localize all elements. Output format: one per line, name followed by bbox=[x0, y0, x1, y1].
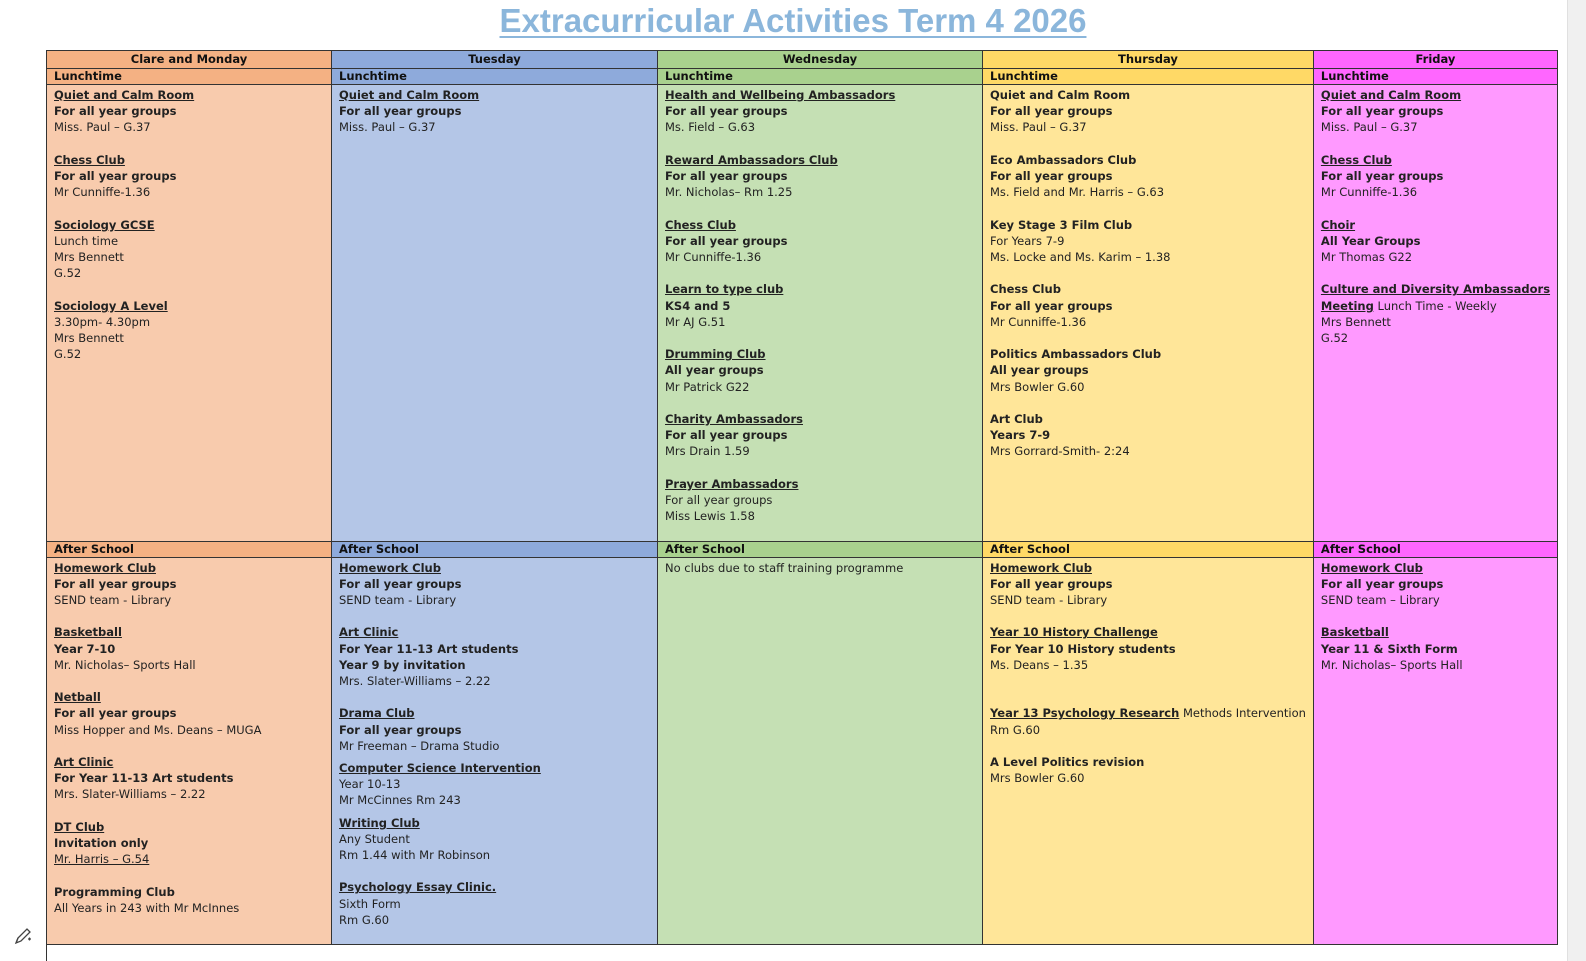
activity-name: Year 13 Psychology Research Methods Intervention bbox=[990, 706, 1306, 721]
activity-name: Basketball bbox=[54, 625, 122, 640]
activity-entry bbox=[1321, 624, 1550, 673]
activity-detail: Mr Cunniffe-1.36 bbox=[54, 185, 151, 200]
vertical-scrollbar[interactable] bbox=[1567, 0, 1586, 961]
activity-entry bbox=[54, 152, 324, 201]
activity-name: Computer Science Intervention bbox=[339, 760, 541, 775]
activity-entry bbox=[339, 705, 650, 754]
activity-detail: For all year groups bbox=[1320, 104, 1444, 119]
activity-detail: G.52 bbox=[54, 347, 82, 362]
activity-detail: Mr McCinnes Rm 243 bbox=[339, 793, 461, 808]
activity-detail: G.52 bbox=[54, 266, 82, 281]
activity-entry bbox=[665, 411, 975, 460]
activity-detail: For all year groups bbox=[665, 104, 788, 119]
activity-entry bbox=[339, 815, 650, 864]
activity-detail: For all year groups bbox=[665, 492, 773, 507]
activity-entry bbox=[990, 87, 1306, 136]
activity-detail: Miss. Paul – G.37 bbox=[339, 120, 436, 135]
activity-detail: Mr. Nicholas– Sports Hall bbox=[54, 657, 196, 672]
activity-detail: Mrs Bowler G.60 bbox=[990, 771, 1085, 786]
activity-detail: For all year groups bbox=[990, 169, 1113, 183]
activity-entry bbox=[54, 624, 324, 673]
activity-entry bbox=[339, 624, 650, 689]
activity-entry bbox=[990, 217, 1306, 266]
section-label-after-school: After School bbox=[1313, 541, 1557, 557]
activity-name: Homework Club bbox=[990, 560, 1092, 575]
activity-entry bbox=[990, 411, 1306, 460]
activity-name: No clubs due to staff training programme bbox=[665, 560, 904, 575]
activity-detail: SEND team - Library bbox=[990, 592, 1108, 607]
activity-detail: Mrs Bennett bbox=[1320, 314, 1391, 329]
activity-detail: For all year groups bbox=[990, 104, 1113, 119]
day-header-wednesday: Wednesday bbox=[658, 51, 983, 69]
activity-detail: For all year groups bbox=[54, 576, 177, 591]
after-cell-monday bbox=[47, 558, 331, 916]
lunch-cell-thursday bbox=[983, 85, 1313, 460]
activity-detail: Mr Freeman – Drama Studio bbox=[339, 738, 500, 753]
section-label-after-school: After School bbox=[983, 541, 1314, 557]
day-header-thursday: Thursday bbox=[983, 51, 1314, 69]
activity-name: Programming Club bbox=[54, 884, 175, 899]
activity-entry bbox=[665, 560, 975, 576]
activity-detail: For all year groups bbox=[990, 298, 1113, 313]
day-header-tuesday: Tuesday bbox=[332, 51, 658, 69]
activity-entry bbox=[665, 476, 975, 525]
activity-detail: For all year groups bbox=[990, 576, 1113, 591]
activity-name: Sociology A Level bbox=[54, 298, 168, 313]
activity-detail: Mr Cunniffe-1.36 bbox=[990, 314, 1087, 329]
activity-detail: Years 7-9 bbox=[990, 428, 1051, 443]
activity-detail: G.52 bbox=[1320, 331, 1349, 345]
activity-detail: Rm G.60 bbox=[990, 722, 1041, 737]
activity-name: Homework Club bbox=[1320, 560, 1423, 575]
activity-detail: Mr Patrick G22 bbox=[665, 379, 750, 394]
section-label-after-school: After School bbox=[332, 541, 658, 557]
activity-detail: KS4 and 5 bbox=[665, 298, 731, 313]
activity-detail: Mrs Bowler G.60 bbox=[990, 379, 1085, 394]
activity-name: Writing Club bbox=[339, 815, 420, 830]
activity-name: Drama Club bbox=[339, 706, 415, 721]
activity-entry bbox=[665, 87, 975, 136]
activity-name: Culture and Diversity Ambassadors bbox=[1320, 282, 1551, 297]
activity-entry bbox=[1321, 152, 1550, 201]
activity-detail: Mr Thomas G22 bbox=[1320, 250, 1413, 264]
activity-name: Homework Club bbox=[339, 560, 441, 575]
lunchtime-row bbox=[47, 85, 1558, 542]
section-label-after-school: After School bbox=[658, 541, 983, 557]
activity-entry bbox=[54, 298, 324, 363]
activity-detail: Meeting Lunch Time - Weekly bbox=[1320, 298, 1497, 313]
activity-detail: Mr Cunniffe-1.36 bbox=[1320, 185, 1418, 200]
activity-name: Netball bbox=[54, 690, 101, 705]
day-header-monday: Clare and Monday bbox=[47, 51, 332, 69]
activity-detail: Mrs Gorrard-Smith- 2:24 bbox=[990, 444, 1130, 459]
activity-detail: For all year groups bbox=[54, 706, 177, 721]
activity-entry bbox=[339, 560, 650, 609]
activity-detail: For Years 7-9 bbox=[990, 233, 1065, 248]
activity-detail: SEND team – Library bbox=[1320, 592, 1440, 607]
activity-name: Chess Club bbox=[990, 282, 1061, 297]
activity-entry bbox=[339, 879, 650, 928]
activity-detail: Sixth Form bbox=[339, 896, 401, 911]
activity-detail: Any Student bbox=[339, 831, 410, 846]
activity-entry bbox=[54, 217, 324, 282]
activity-name: Learn to type club bbox=[665, 282, 784, 297]
activity-entry bbox=[54, 689, 324, 738]
after-cell-thursday bbox=[983, 558, 1313, 787]
activity-detail: Mrs. Slater-Williams – 2.22 bbox=[54, 787, 206, 802]
activity-detail: Miss. Paul – G.37 bbox=[54, 120, 151, 135]
activity-entry bbox=[1321, 217, 1550, 266]
activity-detail: Year 10-13 bbox=[339, 777, 401, 792]
activity-entry bbox=[1321, 281, 1550, 346]
activity-detail: All Year Groups bbox=[1320, 233, 1421, 248]
after-school-row bbox=[47, 557, 1558, 945]
lunch-cell-monday bbox=[47, 85, 331, 362]
activity-entry bbox=[1321, 87, 1550, 136]
activity-entry bbox=[339, 760, 650, 809]
activity-entry bbox=[54, 819, 324, 868]
activity-detail: SEND team - Library bbox=[54, 592, 172, 607]
activity-detail: Lunch time bbox=[54, 233, 119, 248]
activity-name: Basketball bbox=[1320, 625, 1389, 640]
activity-name: Art Club bbox=[990, 411, 1043, 426]
activity-entry bbox=[54, 754, 324, 803]
activity-detail: All Years in 243 with Mr McInnes bbox=[54, 900, 240, 915]
activity-name: Art Clinic bbox=[54, 754, 114, 769]
activity-entry bbox=[54, 884, 324, 916]
activity-detail: For all year groups bbox=[339, 104, 462, 119]
activity-name: Health and Wellbeing Ambassadors bbox=[665, 88, 896, 102]
activity-name: Year 10 History Challenge bbox=[990, 625, 1158, 640]
activity-name: Chess Club bbox=[54, 152, 125, 167]
activity-detail: For all year groups bbox=[1320, 169, 1444, 183]
activity-detail: All year groups bbox=[665, 363, 764, 378]
activity-detail: For all year groups bbox=[665, 428, 788, 443]
day-header-row bbox=[47, 51, 1558, 69]
activity-detail: Mrs. Slater-Williams – 2.22 bbox=[339, 673, 491, 688]
activity-detail: Ms. Deans – 1.35 bbox=[990, 657, 1089, 672]
activity-detail: Miss Lewis 1.58 bbox=[665, 509, 755, 524]
after-school-header-row bbox=[47, 541, 1558, 557]
activity-name: Art Clinic bbox=[339, 625, 399, 640]
activity-name: Quiet and Calm Room bbox=[990, 88, 1131, 102]
activity-name: Chess Club bbox=[1320, 152, 1392, 167]
activity-name: Charity Ambassadors bbox=[665, 411, 803, 426]
section-label-lunchtime: Lunchtime bbox=[332, 69, 658, 85]
activity-name: Prayer Ambassadors bbox=[665, 476, 799, 491]
activity-detail: Mr AJ G.51 bbox=[665, 314, 726, 329]
activity-detail: Miss Hopper and Ms. Deans – MUGA bbox=[54, 722, 262, 737]
activity-name: Homework Club bbox=[54, 560, 156, 575]
after-cell-friday bbox=[1314, 558, 1557, 673]
activity-entry bbox=[990, 705, 1306, 737]
activity-detail: Year 11 & Sixth Form bbox=[1320, 641, 1458, 656]
activity-detail: For Year 11-13 Art students bbox=[54, 771, 234, 786]
activity-detail: Ms. Field and Mr. Harris – G.63 bbox=[990, 185, 1165, 200]
activity-entry bbox=[990, 152, 1306, 201]
activity-entry bbox=[1321, 560, 1550, 609]
activity-detail: For all year groups bbox=[339, 722, 462, 737]
lunch-cell-tuesday bbox=[332, 85, 657, 136]
activity-entry bbox=[665, 281, 975, 330]
activity-detail: Mr Cunniffe-1.36 bbox=[665, 250, 762, 264]
activity-detail: All year groups bbox=[990, 363, 1089, 378]
activity-entry bbox=[665, 346, 975, 395]
activity-detail: For all year groups bbox=[1320, 576, 1444, 591]
section-label-lunchtime: Lunchtime bbox=[983, 69, 1314, 85]
activity-detail: Rm G.60 bbox=[339, 912, 390, 927]
activity-detail: Year 9 by invitation bbox=[339, 657, 466, 672]
page-margin-line bbox=[46, 927, 47, 961]
activity-detail: 3.30pm- 4.30pm bbox=[54, 314, 151, 329]
lunch-cell-friday bbox=[1314, 85, 1557, 346]
activity-entry bbox=[54, 87, 324, 136]
activity-detail: Ms. Locke and Ms. Karim – 1.38 bbox=[990, 250, 1171, 264]
activity-name: Sociology GCSE bbox=[54, 217, 155, 232]
section-label-lunchtime: Lunchtime bbox=[658, 69, 983, 85]
timetable bbox=[46, 50, 1558, 945]
activity-name: Psychology Essay Clinic. bbox=[339, 880, 497, 895]
activity-entry bbox=[665, 217, 975, 266]
activity-detail: For all year groups bbox=[665, 233, 788, 248]
activity-entry bbox=[990, 281, 1306, 330]
lunchtime-header-row bbox=[47, 69, 1558, 85]
activity-name: Key Stage 3 Film Club bbox=[990, 217, 1133, 232]
activity-detail: Mr. Harris – G.54 bbox=[54, 852, 150, 867]
activity-detail: For all year groups bbox=[339, 576, 462, 591]
after-cell-tuesday bbox=[332, 558, 657, 928]
activity-detail: Year 7-10 bbox=[54, 641, 116, 656]
activity-entry bbox=[339, 87, 650, 136]
activity-detail: For Year 10 History students bbox=[990, 641, 1176, 656]
activity-entry bbox=[54, 560, 324, 609]
activity-name: Quiet and Calm Room bbox=[339, 88, 480, 102]
activity-detail: For all year groups bbox=[54, 104, 177, 119]
activity-detail: Mrs Bennett bbox=[54, 331, 124, 345]
activity-detail: For all year groups bbox=[665, 169, 788, 183]
activity-entry bbox=[665, 152, 975, 201]
activity-entry bbox=[990, 560, 1306, 609]
activity-detail: Mr. Nicholas– Rm 1.25 bbox=[665, 185, 793, 200]
activity-detail: Miss. Paul – G.37 bbox=[990, 120, 1087, 135]
activity-detail: For all year groups bbox=[54, 169, 177, 183]
activity-name: Politics Ambassadors Club bbox=[990, 347, 1162, 362]
activity-detail: Rm 1.44 with Mr Robinson bbox=[339, 848, 491, 862]
activity-detail: Mrs Drain 1.59 bbox=[665, 444, 750, 459]
activity-name: Quiet and Calm Room bbox=[54, 88, 195, 102]
activity-detail: For Year 11-13 Art students bbox=[339, 641, 519, 656]
activity-detail: Mr. Nicholas– Sports Hall bbox=[1320, 657, 1463, 672]
activity-name: Reward Ambassadors Club bbox=[665, 152, 838, 167]
page-title: Extracurricular Activities Term 4 2026 bbox=[499, 2, 1087, 39]
after-cell-wednesday bbox=[658, 558, 982, 576]
activity-detail: Miss. Paul – G.37 bbox=[1320, 120, 1418, 135]
activity-entry bbox=[990, 346, 1306, 395]
activity-detail: Mrs Bennett bbox=[54, 250, 124, 264]
activity-name: Chess Club bbox=[665, 217, 736, 232]
activity-name: Eco Ambassadors Club bbox=[990, 152, 1137, 167]
activity-entry bbox=[990, 624, 1306, 673]
activity-detail: SEND team - Library bbox=[339, 592, 457, 607]
draw-pen-icon[interactable] bbox=[12, 925, 34, 947]
activity-name: DT Club bbox=[54, 819, 105, 834]
activity-name: Drumming Club bbox=[665, 347, 766, 362]
lunch-cell-wednesday bbox=[658, 85, 982, 524]
section-label-lunchtime: Lunchtime bbox=[1313, 69, 1557, 85]
activity-entry bbox=[990, 754, 1306, 786]
activity-name: Choir bbox=[1320, 217, 1356, 232]
section-label-lunchtime: Lunchtime bbox=[47, 69, 332, 85]
day-header-friday: Friday bbox=[1313, 51, 1557, 69]
activity-detail: Invitation only bbox=[54, 835, 149, 850]
activity-name: A Level Politics revision bbox=[990, 754, 1145, 769]
activity-detail: Ms. Field – G.63 bbox=[665, 120, 756, 135]
activity-name: Quiet and Calm Room bbox=[1320, 88, 1462, 102]
section-label-after-school: After School bbox=[47, 541, 332, 557]
